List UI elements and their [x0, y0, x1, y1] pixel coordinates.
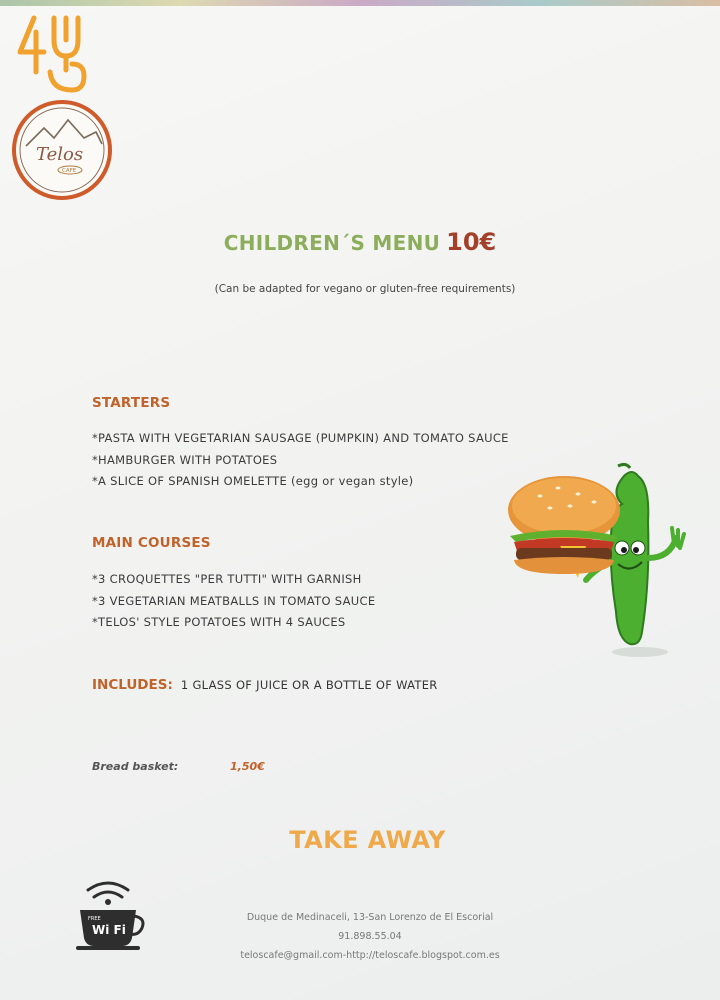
main-course-item: *TELOS' STYLE POTATOES WITH 4 SAUCES — [92, 615, 346, 629]
starters-list — [92, 428, 509, 493]
address-text: Duque de Medinaceli, 13-San Lorenzo de El Escorial — [246, 912, 494, 923]
telos-logo-subtext: CAFE — [62, 168, 77, 174]
phone-text: 91.898.55.04 — [338, 931, 402, 942]
burger-pepper-mascot-icon — [500, 462, 695, 662]
wifi-text: Wi Fi — [92, 923, 126, 937]
fork-45-logo-icon — [14, 10, 88, 96]
wifi-free-text: FREE — [88, 916, 101, 922]
telos-cafe-logo-icon — [10, 98, 114, 202]
contact-info — [0, 908, 720, 965]
includes-line — [92, 677, 438, 693]
menu-title — [0, 228, 720, 256]
telos-logo-text: Telos — [36, 144, 84, 165]
includes-value: 1 GLASS OF JUICE OR A BOTTLE OF WATER — [180, 678, 438, 692]
includes-label: INCLUDES: — [92, 677, 173, 693]
take-away-heading: TAKE AWAY — [289, 826, 446, 854]
main-courses-heading: MAIN COURSES — [92, 535, 211, 551]
web-text: teloscafe@gmail.com-http://teloscafe.blogspot.com.es — [240, 950, 500, 961]
main-course-item: *3 VEGETARIAN MEATBALLS IN TOMATO SAUCE — [92, 593, 376, 608]
main-courses-list — [92, 569, 375, 634]
starter-item: *A SLICE OF SPANISH OMELETTE (egg or vegan style) — [92, 474, 414, 488]
top-color-strip — [0, 0, 720, 6]
menu-subtitle: (Can be adapted for vegano or gluten-free requirements) — [214, 283, 516, 295]
main-course-item: *3 CROQUETTES "PER TUTTI" WITH GARNISH — [92, 572, 362, 586]
starter-item: *PASTA WITH VEGETARIAN SAUSAGE (PUMPKIN) AND TOMATO SAUCE — [92, 431, 509, 445]
bread-basket-label: Bread basket: — [92, 760, 179, 773]
menu-price: 10€ — [446, 228, 497, 256]
starters-heading: STARTERS — [92, 395, 171, 411]
starter-item: *HAMBURGER WITH POTATOES — [92, 452, 278, 467]
bread-basket-price: 1,50€ — [230, 760, 265, 773]
menu-title-text: CHILDREN´S MENU — [223, 231, 441, 255]
